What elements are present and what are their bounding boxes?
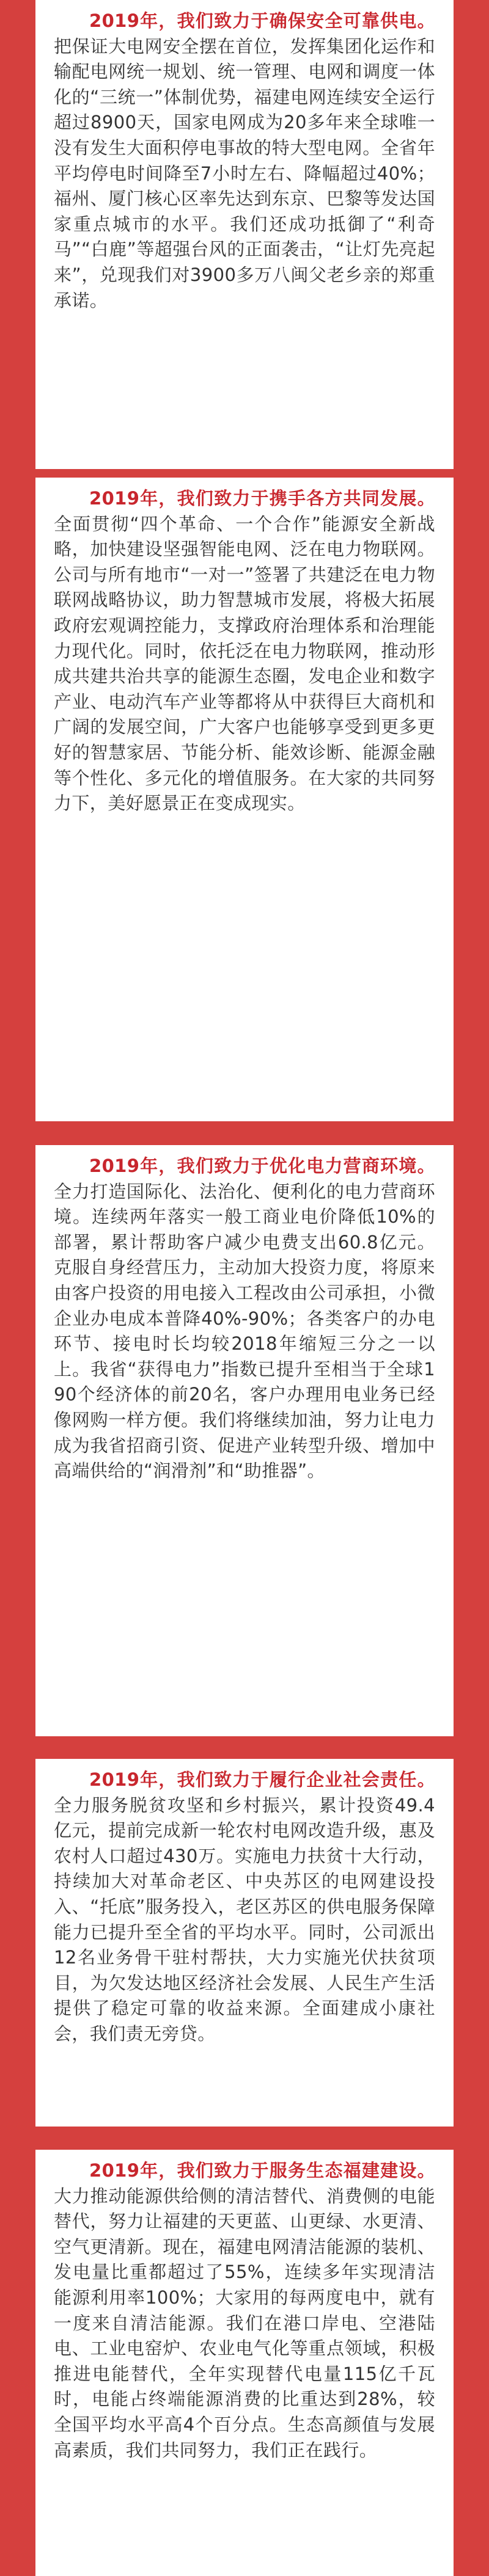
section-card-business-environment xyxy=(35,1145,454,1736)
section-body: 全力打造国际化、法治化、便利化的电力营商环境。连续两年落实一般工商业电价降低10%的部署，累计帮助客户减少电费支出60.8亿元。克服自身经营压力，主动加大投资力度，将原来由客户投资的用电接入工程改由公司承担，小微企业办电成本普降40%-90%；各类客户的办电环节、接电时长均较2018年缩短三分之一以上。我省“获得电力”指数已提升至相当于全球190个经济体的前20名，客户办理用电业务已经像网购一样方便。我们将继续加油，努力让电力成为我省招商引资、促进产业转型升级、增加中高端供给的“润滑剂”和“助推器”。 xyxy=(54,1181,435,1482)
section-card-safe-supply xyxy=(35,0,454,469)
section-lead: 2019年，我们致力于确保安全可靠供电。 xyxy=(89,10,435,31)
section-body: 全面贯彻“四个革命、一个合作”能源安全新战略，加快建设坚强智能电网、泛在电力物联网。公司与所有地市“一对一”签署了共建泛在电力物联网战略协议，助力智慧城市发展，将极大拓展政府宏观调控能力，支撑政府治理体系和治理能力现代化。同时，依托泛在电力物联网，推动形成共建共治共享的能源生态圈，发电企业和数字产业、电动汽车产业等都将从中获得巨大商机和广阔的发展空间，广大客户也能够享受到更多更好的智慧家居、节能分析、能效诊断、能源金融等个性化、多元化的增值服务。在大家的共同努力下，美好愿景正在变成现实。 xyxy=(54,513,435,814)
section-body: 把保证大电网安全摆在首位，发挥集团化运作和输配电网统一规划、统一管理、电网和调度一体化的“三统一”体制优势，福建电网连续安全运行超过8900天，国家电网成为20多年来全球唯一没有发生大面积停电事故的特大型电网。全省年平均停电时间降至7小时左右、降幅超过40%；福州、厦门核心区率先达到东京、巴黎等发达国家重点城市的水平。我们还成功抵御了“利奇马”“白鹿”等超强台风的正面袭击，“让灯先亮起来”，兑现我们对3900多万八闽父老乡亲的郑重承诺。 xyxy=(54,35,435,311)
section-paragraph xyxy=(54,9,435,313)
section-lead: 2019年，我们致力于携手各方共同发展。 xyxy=(89,488,435,509)
section-paragraph xyxy=(54,1154,435,1484)
section-card-ecological-fujian xyxy=(35,2150,454,2576)
section-lead: 2019年，我们致力于优化电力营商环境。 xyxy=(89,1155,435,1176)
section-body: 大力推动能源供给侧的清洁替代、消费侧的电能替代，努力让福建的天更蓝、山更绿、水更清、空气更清新。现在，福建电网清洁能源的装机、发电量比重都超过了55%，连续多年实现清洁能源利用率100%；大家用的每两度电中，就有一度来自清洁能源。我们在港口岸电、空港陆电、工业电窑炉、农业电气化等重点领域，积极推进电能替代，全年实现替代电量115亿千瓦时，电能占终端能源消费的比重达到28%，较全国平均水平高4个百分点。生态高颜值与发展高素质，我们共同努力，我们正在践行。 xyxy=(54,2185,435,2461)
section-paragraph xyxy=(54,2158,435,2463)
section-lead: 2019年，我们致力于履行企业社会责任。 xyxy=(89,1769,435,1790)
section-paragraph xyxy=(54,1767,435,2047)
section-lead: 2019年，我们致力于服务生态福建建设。 xyxy=(89,2160,435,2181)
section-paragraph xyxy=(54,486,435,817)
section-body: 全力服务脱贫攻坚和乡村振兴，累计投资49.4亿元，提前完成新一轮农村电网改造升级，惠及农村人口超过430万。实施电力扶贫十大行动，持续加大对革命老区、中央苏区的电网建设投入、“托底”服务投入，老区苏区的供电服务保障能力已提升至全省的平均水平。同时，公司派出12名业务骨干驻村帮扶，大力实施光伏扶贫项目，为欠发达地区经济社会发展、人民生产生活提供了稳定可靠的收益来源。全面建成小康社会，我们责无旁贷。 xyxy=(54,1794,435,2044)
section-card-joint-development xyxy=(35,478,454,1121)
section-card-social-responsibility xyxy=(35,1759,454,2127)
